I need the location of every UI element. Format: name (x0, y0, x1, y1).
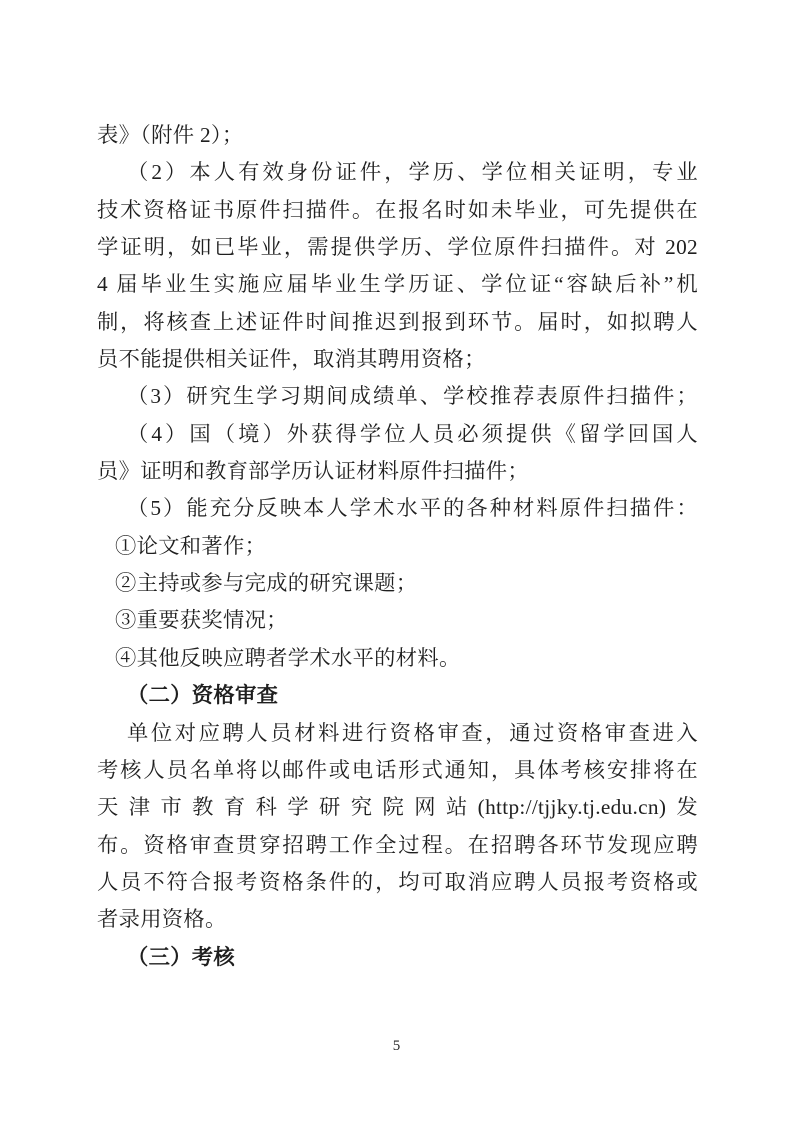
page-footer (0, 1036, 793, 1056)
text-line: ③重要获奖情况； (115, 608, 288, 633)
text-line: 考核人员名单将以邮件或电话形式通知，具体考核安排将在 (97, 757, 698, 782)
text-line: （4）国（境）外获得学位人员必须提供《留学回国人 (127, 421, 698, 446)
text-line: ④其他反映应聘者学术水平的材料。 (115, 645, 461, 670)
text-line: 者录用资格。 (97, 907, 227, 932)
document-body (97, 117, 698, 976)
text-line: 单位对应聘人员材料进行资格审查，通过资格审查进入 (127, 720, 698, 745)
text-line: 4 届毕业生实施应届毕业生学历证、学位证“容缺后补”机 (97, 272, 698, 297)
section-heading: （二）资格审查 (127, 683, 279, 708)
text-line: 制，将核查上述证件时间推迟到报到环节。届时，如拟聘人 (97, 309, 698, 334)
text-line: ①论文和著作； (115, 533, 267, 558)
text-line: （2）本人有效身份证件，学历、学位相关证明，专业 (127, 160, 698, 185)
text-line: 员》证明和教育部学历认证材料原件扫描件； (97, 459, 529, 484)
text-line: 员不能提供相关证件，取消其聘用资格； (97, 347, 486, 372)
text-line: 人员不符合报考资格条件的，均可取消应聘人员报考资格或 (97, 869, 698, 894)
page-number: 5 (392, 1038, 401, 1054)
text-line: ②主持或参与完成的研究课题； (115, 571, 418, 596)
text-line: 天津市教育科学研究院网站(http://tjjky.tj.edu.cn)发 (97, 795, 698, 820)
text-line: 表》（附件 2）； (97, 123, 244, 147)
text-line: （5）能充分反映本人学术水平的各种材料原件扫描件： (127, 496, 698, 521)
text-line: 学证明，如已毕业，需提供学历、学位原件扫描件。对 202 (97, 235, 698, 260)
text-line: 布。资格审查贯穿招聘工作全过程。在招聘各环节发现应聘 (97, 832, 698, 857)
section-heading: （三）考核 (127, 944, 235, 969)
text-line: （3）研究生学习期间成绩单、学校推荐表原件扫描件； (127, 384, 698, 409)
text-line: 技术资格证书原件扫描件。在报名时如未毕业，可先提供在 (97, 197, 698, 222)
